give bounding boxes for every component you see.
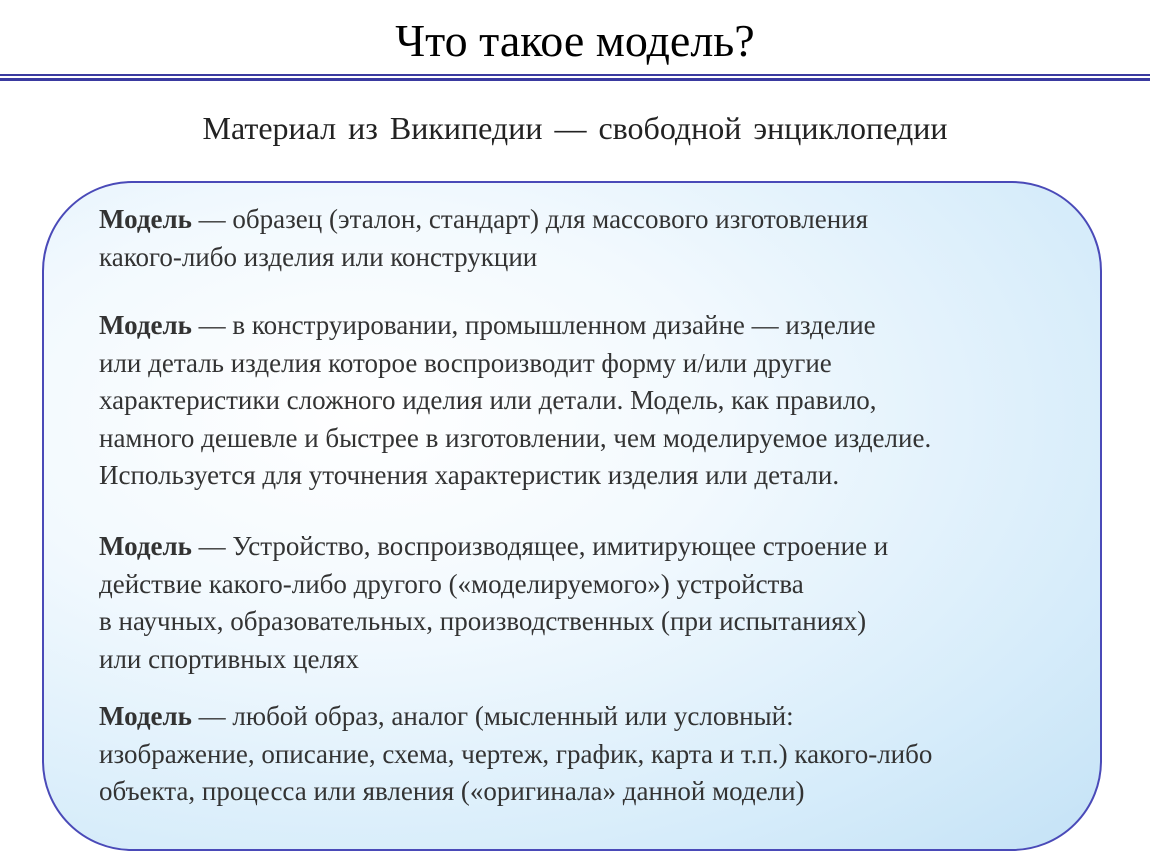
title-divider-thin-line bbox=[0, 74, 1150, 76]
definition-3-text-1: — Устройство, воспроизводящее, имитирующее строение и bbox=[191, 531, 889, 561]
definition-2-text-1: — в конструировании, промышленном дизайне — изделие bbox=[191, 310, 876, 340]
definition-2-line-1 bbox=[99, 307, 1099, 345]
definition-3-line-4: или спортивных целях bbox=[99, 643, 359, 674]
definition-1-text-1: — образец (эталон, стандарт) для массового изготовления bbox=[191, 204, 869, 234]
definition-2-line-4: намного дешевле и быстрее в изготовлении, чем моделируемое изделие. bbox=[99, 422, 932, 453]
title-divider-thick-line bbox=[0, 78, 1150, 81]
definition-3-line-1 bbox=[99, 528, 1099, 566]
slide-title: Что такое модель? bbox=[395, 15, 755, 66]
definition-4-text-1: — любой образ, аналог (мысленный или условный: bbox=[191, 701, 794, 731]
definition-4 bbox=[99, 698, 1099, 811]
definition-2-term: Модель bbox=[99, 310, 192, 340]
definition-4-line-2: изображение, описание, схема, чертеж, график, карта и т.п.) какого-либо bbox=[99, 738, 933, 769]
definition-2-line-2: или деталь изделия которое воспроизводит форму и/или другие bbox=[99, 347, 832, 378]
definition-1-line-1 bbox=[99, 201, 1099, 239]
definition-1 bbox=[99, 201, 1099, 276]
definition-4-term: Модель bbox=[99, 701, 192, 731]
definition-4-line-3: объекта, процесса или явления («оригинала» данной модели) bbox=[99, 776, 805, 806]
definition-3-line-3: в научных, образовательных, производственных (при испытаниях) bbox=[99, 606, 867, 636]
definition-3-term: Модель bbox=[99, 531, 192, 561]
definition-1-line-2: какого-либо изделия или конструкции bbox=[99, 241, 538, 272]
title-divider bbox=[0, 74, 1150, 82]
definition-2 bbox=[99, 307, 1099, 495]
definition-3 bbox=[99, 528, 1099, 678]
definition-2-line-5: Используется для уточнения характеристик изделия или детали. bbox=[99, 460, 840, 490]
definition-3-line-2: действие какого-либо другого («моделируемого») устройства bbox=[99, 568, 804, 599]
definition-1-term: Модель bbox=[99, 204, 192, 234]
slide-subtitle: Материал из Википедии — свободной энциклопедии bbox=[202, 110, 948, 146]
definition-2-line-3: характеристики сложного иделия или детали. Модель, как правило, bbox=[99, 385, 877, 415]
definition-4-line-1 bbox=[99, 698, 1099, 736]
